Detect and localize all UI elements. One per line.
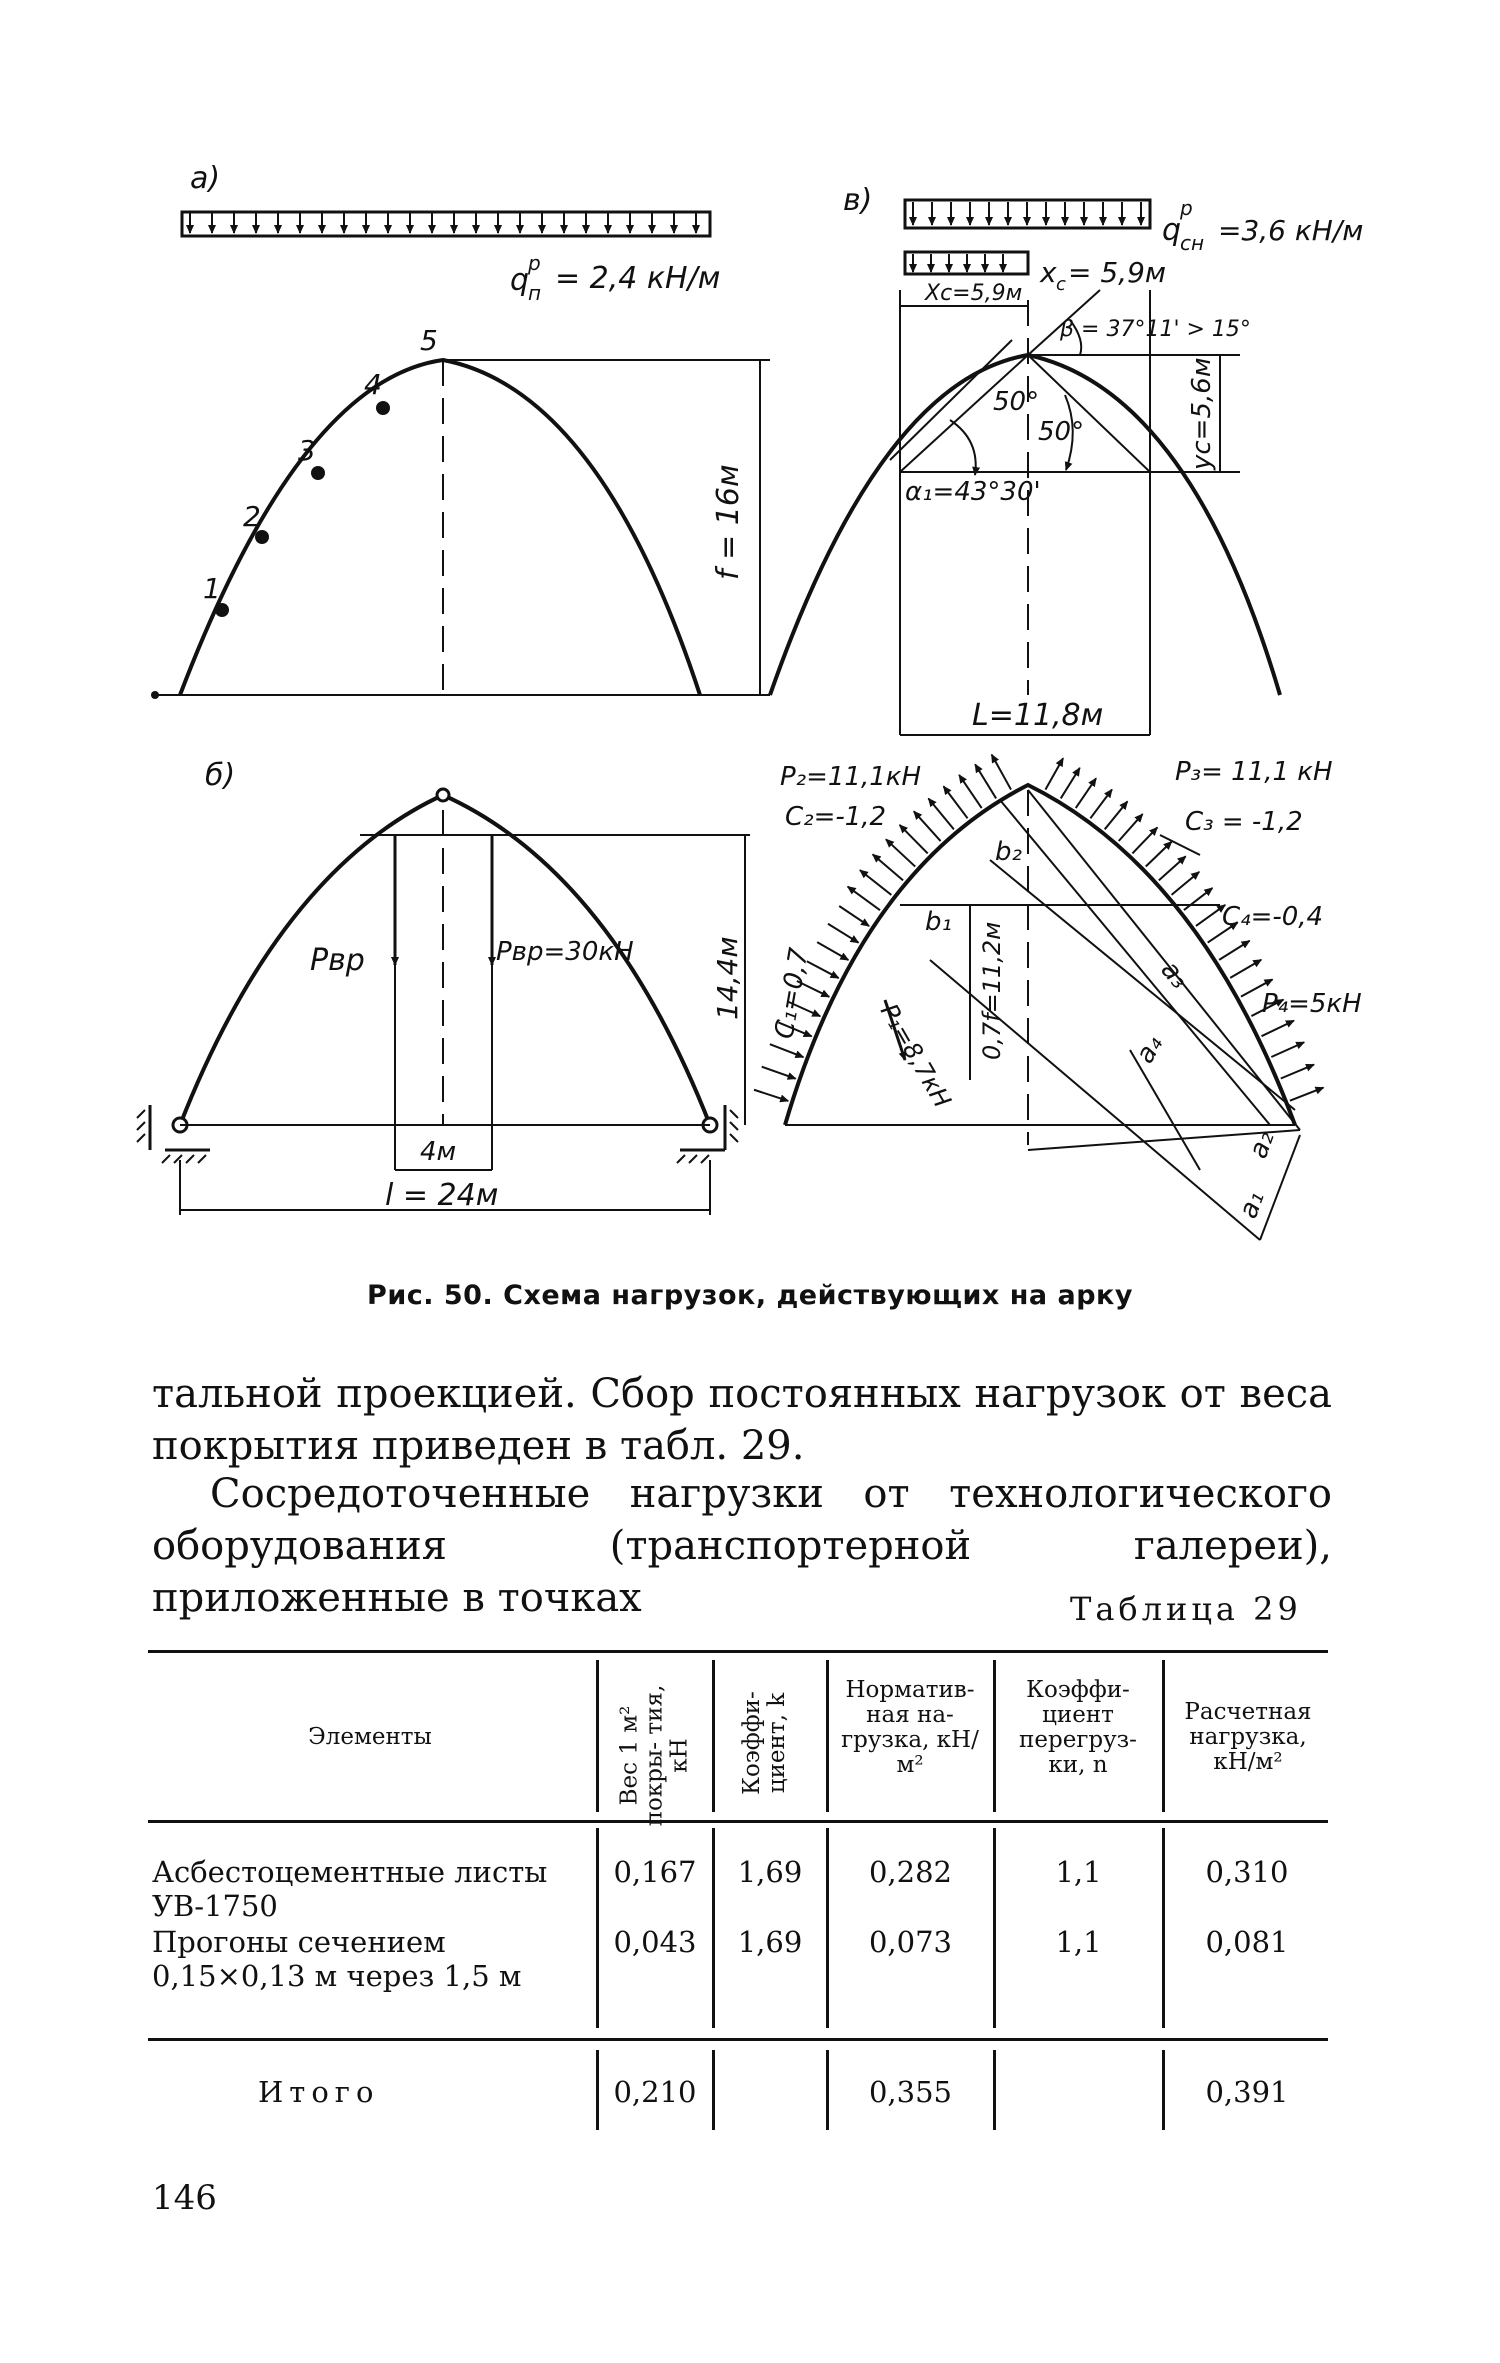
wind-arrow (860, 870, 891, 895)
row-1-design: 0,310 (1205, 1855, 1289, 1889)
wind-arrow (817, 942, 848, 960)
wind-arrow (944, 786, 968, 818)
a3-label: a₃ (1154, 955, 1195, 995)
wind-arrow (1119, 814, 1143, 841)
yc-label: yc=5,6м (1187, 357, 1217, 470)
total-label: Итого (258, 2075, 380, 2109)
wind-arrow (1090, 789, 1112, 818)
header-weight: Вес 1 м² покры- тия, кН (616, 1684, 693, 1827)
header-elements: Элементы (308, 1724, 432, 1750)
xc-top-x: x (1040, 256, 1057, 289)
page-number: 146 (152, 2178, 217, 2218)
wind-arrow (770, 1044, 804, 1057)
paragraph-2: Сосредоточенные нагрузки от технологического оборудования (транспортерной галереи), приложенные в точках (152, 1471, 1332, 1621)
arch-points-a (203, 324, 438, 617)
row-2-design: 0,081 (1205, 1925, 1289, 1959)
wind-arrow (1076, 778, 1096, 808)
c1-label: C₁=0,7 (769, 945, 815, 1042)
row-1-k: 1,69 (737, 1855, 803, 1889)
b1-label: b₁ (925, 907, 952, 937)
p1-label: P₁=8,7кН (874, 999, 957, 1113)
wind-arrow (1271, 1042, 1304, 1057)
support-left (137, 1105, 210, 1163)
xc-top-sub: c (1056, 274, 1066, 295)
beta-label: β = 37°11' > 15° (1060, 317, 1251, 342)
total-weight: 0,210 (613, 2075, 697, 2109)
row-2-weight: 0,043 (613, 1925, 697, 1959)
point-1-label: 1 (203, 572, 221, 605)
paragraph-1: тальной проекцией. Сбор постоянных нагрузок от веса покрытия приведен в табл. 29. (152, 1371, 1332, 1469)
load-a-sup: р (528, 251, 541, 275)
load-a-value: = 2,4 кН/м (555, 261, 721, 296)
panel-v-label: в) (843, 183, 873, 218)
wind-arrow (754, 1090, 788, 1101)
total-design: 0,391 (1205, 2075, 1289, 2109)
load-v-sub: сн (1180, 231, 1205, 255)
force-right: Pвр=30кН (496, 937, 634, 967)
wind-arrow (1159, 856, 1186, 880)
row-1-n: 1,1 (1055, 1855, 1102, 1889)
figure-caption: Рис. 50. Схема нагрузок, действующих на арку (367, 1280, 1133, 1311)
wind-arrow (848, 887, 880, 911)
wind-arrow (1146, 842, 1172, 867)
load-v-value: =3,6 кН/м (1218, 214, 1364, 247)
wind-arrow (1230, 960, 1261, 978)
wind-arrow (886, 839, 915, 866)
p3-label: P₃= 11,1 кН (1175, 757, 1333, 787)
load-a-sub: п (528, 281, 542, 305)
panel-b-label: б) (205, 758, 236, 793)
point-2-label: 2 (243, 500, 261, 533)
wind-arrow (1196, 905, 1225, 926)
point-5-label: 5 (420, 324, 438, 357)
table-title: Таблица 29 (1070, 1590, 1302, 1628)
xc-top-value: = 5,9м (1068, 256, 1167, 289)
total-normative: 0,355 (868, 2075, 953, 2109)
panel-b (137, 758, 750, 1215)
angle-50-a: 50° (993, 387, 1040, 417)
wind-arrow (1132, 827, 1157, 853)
rise-a: f = 16м (711, 464, 746, 580)
wind-arrow (992, 755, 1011, 790)
panel-a-label: а) (190, 161, 221, 196)
a4-label: a₄ (1130, 1030, 1170, 1069)
load-v-sup: р (1180, 196, 1193, 220)
header-design: Расчетная нагрузка, кН/м² (1184, 1699, 1312, 1775)
wind-arrow (1061, 768, 1080, 799)
gap-b: 4м (420, 1137, 457, 1167)
row-1-normative: 0,282 (868, 1855, 953, 1889)
snow-load-full (905, 200, 1150, 228)
wind-arrow (828, 924, 859, 943)
wind-arrow (1262, 1021, 1294, 1037)
wind-arrow (975, 764, 996, 798)
row-1-name: Асбестоцементные листы УВ-1750 (152, 1855, 548, 1923)
table-rule-body (148, 2038, 1328, 2041)
row-2-k: 1,69 (737, 1925, 803, 1959)
wind-arrow (873, 854, 903, 880)
c2-label: C₂=-1,2 (785, 802, 887, 832)
snow-load-half (905, 252, 1028, 274)
wind-arrow (900, 825, 928, 853)
load-v-q: q (1162, 213, 1182, 248)
header-normative: Норматив- ная на- грузка, кН/м² (841, 1677, 979, 1778)
panel-a (151, 161, 770, 699)
c4-label: C₄=-0,4 (1222, 902, 1324, 932)
a2-label: a₂ (1243, 1127, 1281, 1163)
row-1-weight: 0,167 (613, 1855, 697, 1889)
point-4-label: 4 (364, 368, 382, 401)
a1-label: a₁ (1233, 1187, 1271, 1223)
angle-50-b: 50° (1038, 417, 1085, 447)
wind-arrow (762, 1067, 796, 1079)
xc-inner: Хс=5,9м (925, 281, 1023, 306)
wind-arrow (1172, 872, 1200, 895)
panel-g (754, 755, 1362, 1240)
h-label: 0,7f=11,2м (978, 921, 1006, 1060)
wind-arrow (1184, 888, 1212, 910)
height-b: 14,4м (711, 936, 744, 1020)
point-3-label: 3 (298, 434, 316, 467)
c3-label: C₃ = -1,2 (1185, 807, 1303, 837)
row-2-n: 1,1 (1055, 1925, 1102, 1959)
panel-v (770, 183, 1363, 735)
wind-arrow (1219, 941, 1249, 960)
force-left: Pвр (310, 943, 365, 978)
row-2-normative: 0,073 (868, 1925, 953, 1959)
wind-arrow (914, 811, 941, 841)
wind-arrow (959, 775, 982, 808)
uniform-load-a (182, 212, 710, 236)
wind-arrow (1105, 801, 1128, 829)
wind-arrow (839, 906, 869, 926)
b2-label: b₂ (995, 837, 1022, 867)
p2-label: P₂=11,1кН (780, 762, 922, 792)
wind-arrow (928, 798, 953, 829)
header-coef-k: Коэффи- циент, k (739, 1691, 790, 1795)
alpha-label: α₁=43°30' (905, 477, 1041, 507)
row-2-name: Прогоны сечением 0,15×0,13 м через 1,5 м (152, 1925, 522, 1993)
span-b: l = 24м (385, 1178, 499, 1213)
load-a-q: q (510, 263, 530, 298)
header-coef-n: Коэффи- циент перегруз- ки, n (1019, 1677, 1137, 1778)
table-rule-top (148, 1650, 1328, 1653)
wind-arrow (1045, 758, 1063, 789)
wind-arrow (1290, 1088, 1324, 1101)
p4-label: P₄=5кН (1262, 989, 1362, 1019)
table-rule-header (148, 1820, 1328, 1823)
wind-arrow (1281, 1065, 1314, 1079)
span-v: L=11,8м (972, 698, 1104, 733)
